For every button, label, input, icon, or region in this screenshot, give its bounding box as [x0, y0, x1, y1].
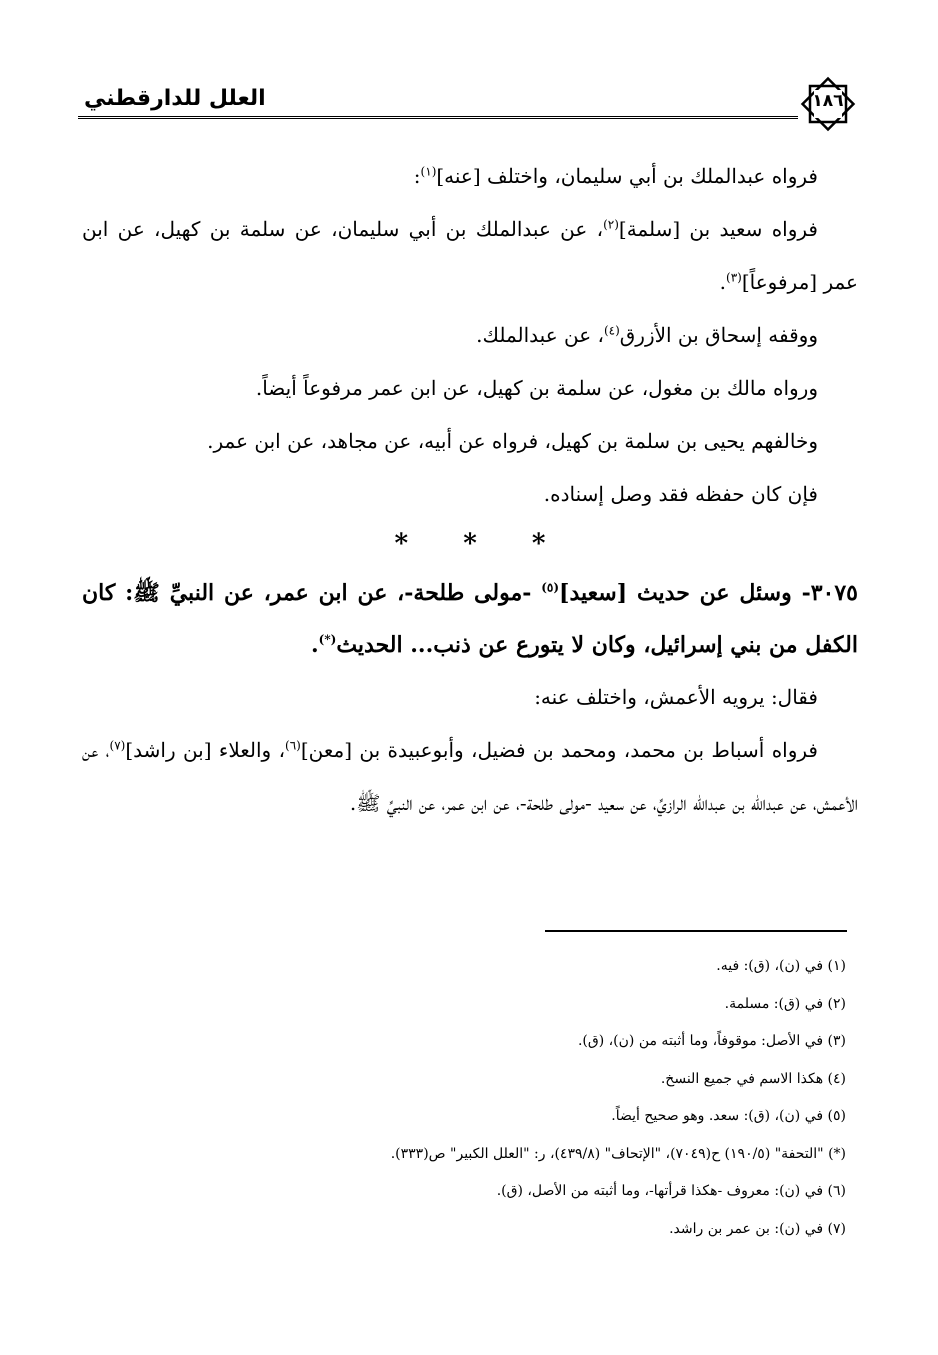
footnote: (٢) في (ق): مسلمة. [724, 995, 846, 1012]
paragraph-text: ووقفه إسحاق بن الأزرق [619, 323, 818, 347]
paragraph-text: : [413, 164, 421, 188]
paragraph-text: فرواه عبدالملك بن أبي سليمان، واختلف [عنه] [436, 164, 818, 188]
main-text [82, 150, 858, 830]
footnote: (١) في (ن)، (ق): فيه. [716, 958, 846, 974]
footnote-ref: (٣) [726, 270, 742, 285]
header-rule [78, 116, 798, 119]
footnote-ref: (٧) [109, 738, 126, 753]
footnote-ref: (١) [420, 164, 437, 179]
paragraph-text: ، عن عبدالملك. [476, 323, 604, 347]
footnote-ref: (٥) [541, 580, 560, 595]
page-number-badge [800, 76, 856, 132]
paragraph-text: ورواه مالك بن مغول، عن سلمة بن كهيل، عن ابن عمر مرفوعاً أيضاً. [255, 376, 818, 400]
page-number: ١٨٦ [812, 91, 844, 111]
footnote-ref: (٤) [603, 323, 620, 338]
section-separator: * * * [394, 529, 546, 559]
paragraph-text: فإن كان حفظه فقد وصل إسناده. [543, 482, 818, 506]
footnote-ref: (٦) [285, 738, 301, 753]
paragraph-text: ، والعلاء [بن راشد] [125, 738, 286, 762]
paragraph-text: ، عن عبدالملك بن أبي سليمان، عن سلمة بن كهيل، عن ابن عمر [مرفوعاً] [82, 217, 858, 294]
paragraph [82, 415, 858, 468]
footnote: (٣) في الأصل: موقوفاً، وما أثبته من (ن)، (ق). [577, 1033, 846, 1049]
footnotes [190, 948, 846, 1248]
running-title: العلل للدارقطني [84, 86, 266, 111]
footnote-rule [545, 930, 847, 932]
paragraph-text: فرواه أسباط بن محمد، ومحمد بن فضيل، وأبوعبيدة بن [معن] [300, 738, 818, 762]
paragraph [82, 468, 858, 521]
footnote: (٤) هكذا الاسم في جميع النسخ. [660, 1070, 846, 1087]
entry-heading [82, 567, 858, 671]
footnote: (٧) في (ن): بن عمر بن راشد. [669, 1220, 846, 1237]
footnote-ref: (*) [318, 632, 337, 647]
paragraph [82, 150, 858, 203]
paragraph [82, 203, 858, 309]
paragraph [82, 309, 858, 362]
paragraph [82, 671, 858, 724]
entry-text: . [311, 632, 319, 658]
paragraph-text: . [719, 270, 726, 294]
page-header [78, 76, 862, 128]
paragraph-text: ، عن الأعمش، عن عبدالله بن عبدالله الرازيِّ، عن سعيد -مولى طلحة-، عن ابن عمر، عن النبيِّ ﷺ. [82, 738, 858, 815]
footnote: (٦) في (ن): معروف -هكذا قرأتها-، وما أثبته من الأصل، (ق). [496, 1183, 846, 1199]
paragraph-text: فقال: يرويه الأعمش، واختلف عنه: [534, 685, 818, 709]
paragraph-text: وخالفهم يحيى بن سلمة بن كهيل، فرواه عن أبيه، عن مجاهد، عن ابن عمر. [207, 429, 818, 453]
footnote-ref: (٢) [603, 217, 619, 232]
paragraph [82, 724, 858, 830]
paragraph-text: فرواه سعيد بن [سلمة] [618, 217, 818, 241]
footnote: (٥) في (ن)، (ق): سعد. وهو صحيح أيضاً. [611, 1108, 846, 1124]
entry-text: -مولى طلحة-، عن ابن عمر، عن النبيِّ ﷺ: كان الكفل من بني إسرائيل، وكان لا يتورع عن ذنب... الحديث [82, 580, 858, 658]
paragraph [82, 362, 858, 415]
entry-text: ٣٠٧٥- وسئل عن حديث [سعيد] [559, 580, 858, 606]
footnote: (*) "التحفة" (١٩٠/٥) ح(٧٠٤٩)، "الإتحاف" (٤٣٩/٨)، ر: "العلل الكبير" ص(٣٣٣). [390, 1145, 846, 1162]
